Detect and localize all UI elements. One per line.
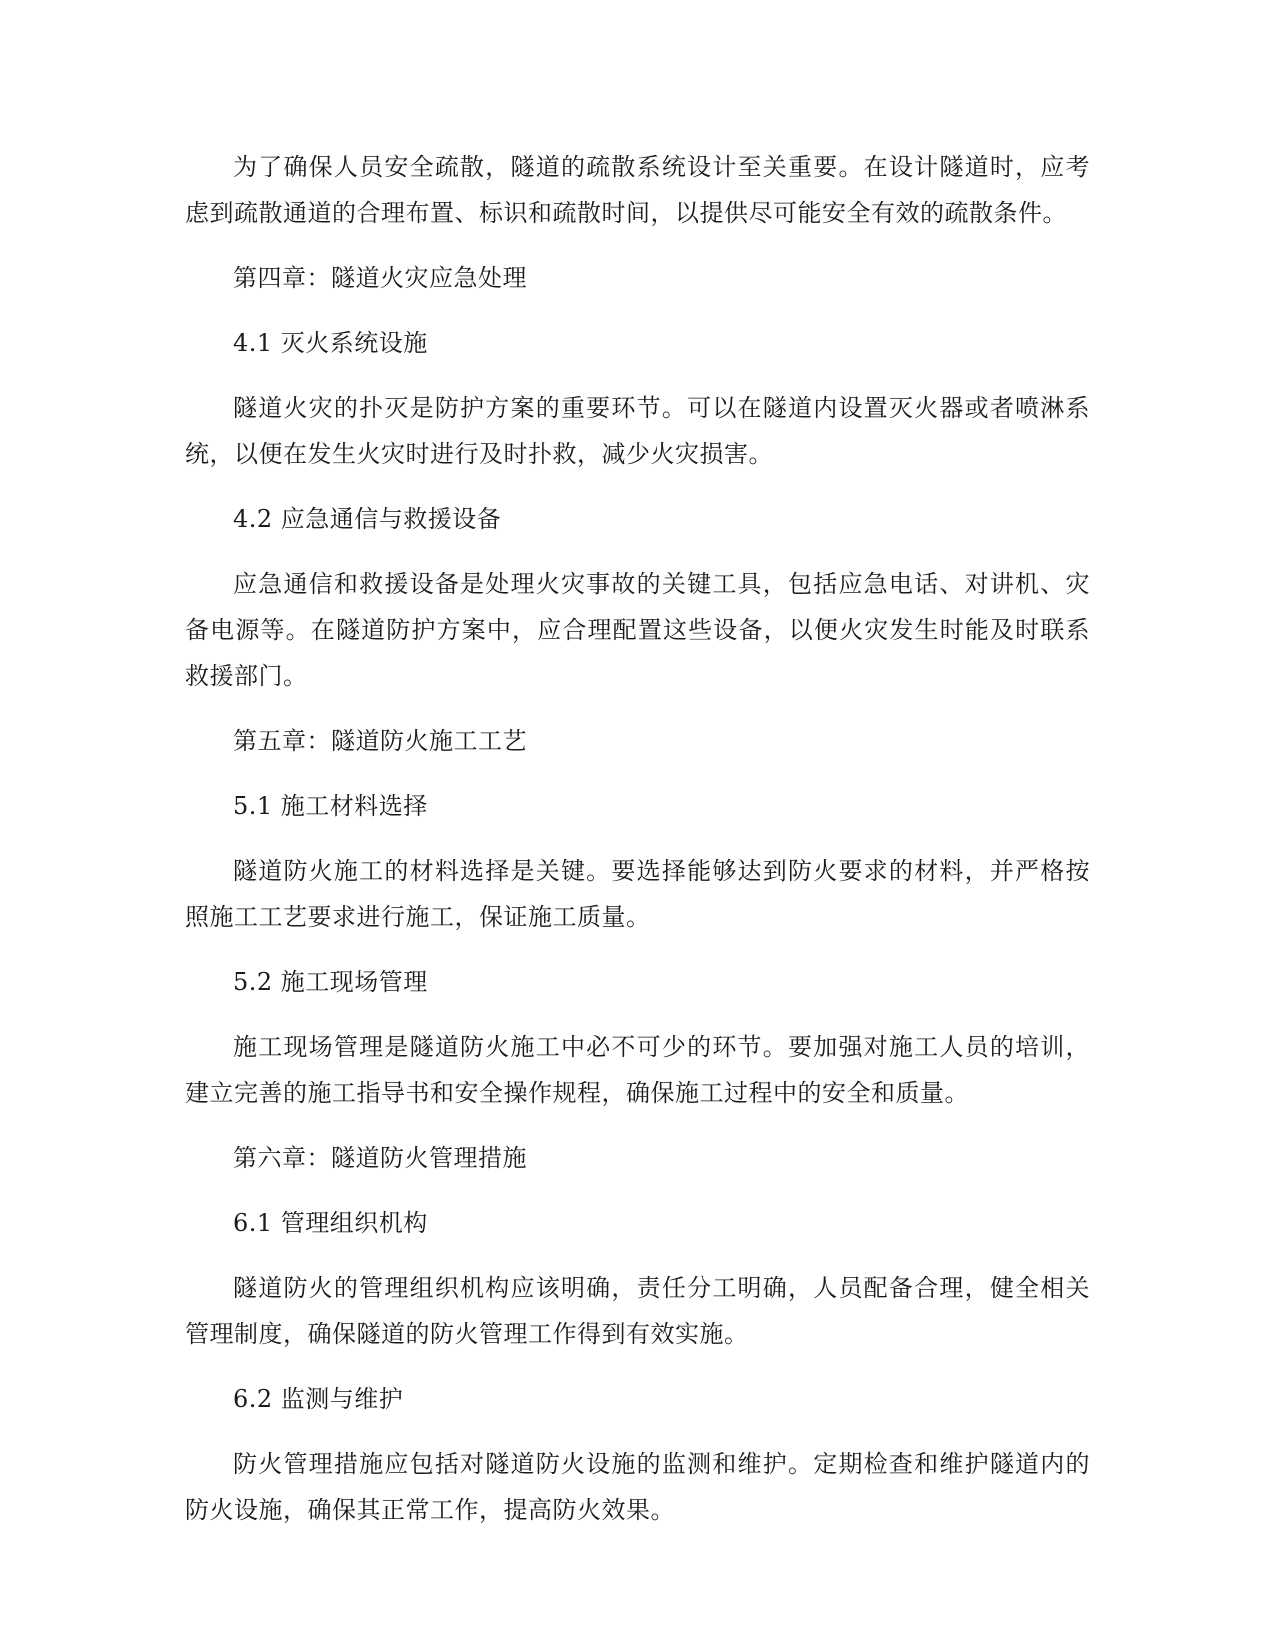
chapter-6-heading: 第六章：隧道防火管理措施 xyxy=(233,1144,527,1172)
section-5-1-heading: 5.1 施工材料选择 xyxy=(233,792,428,820)
paragraph-4-1: 隧道火灾的扑灭是防护方案的重要环节。可以在隧道内设置灭火器或者喷淋系统，以便在发生火灾时进行及时扑救，减少火灾损害。 xyxy=(185,394,1090,468)
section-5-2-heading: 5.2 施工现场管理 xyxy=(233,968,428,996)
paragraph-5-1: 隧道防火施工的材料选择是关键。要选择能够达到防火要求的材料，并严格按照施工工艺要求进行施工，保证施工质量。 xyxy=(185,857,1090,931)
section-6-1-heading: 6.1 管理组织机构 xyxy=(233,1209,428,1237)
paragraph-6-1: 隧道防火的管理组织机构应该明确，责任分工明确，人员配备合理，健全相关管理制度，确保隧道的防火管理工作得到有效实施。 xyxy=(185,1274,1090,1348)
document-body xyxy=(185,144,1090,1552)
paragraph-6-2: 防火管理措施应包括对隧道防火设施的监测和维护。定期检查和维护隧道内的防火设施，确保其正常工作，提高防火效果。 xyxy=(185,1450,1090,1524)
section-4-2-heading: 4.2 应急通信与救援设备 xyxy=(233,505,502,533)
chapter-4-heading: 第四章：隧道火灾应急处理 xyxy=(233,264,527,292)
section-4-1-heading: 4.1 灭火系统设施 xyxy=(233,329,428,357)
section-6-2-heading: 6.2 监测与维护 xyxy=(233,1385,404,1413)
paragraph-5-2: 施工现场管理是隧道防火施工中必不可少的环节。要加强对施工人员的培训，建立完善的施工指导书和安全操作规程，确保施工过程中的安全和质量。 xyxy=(185,1033,1090,1107)
chapter-5-heading: 第五章：隧道防火施工工艺 xyxy=(233,727,527,755)
paragraph-4-2: 应急通信和救援设备是处理火灾事故的关键工具，包括应急电话、对讲机、灾备电源等。在隧道防护方案中，应合理配置这些设备，以便火灾发生时能及时联系救援部门。 xyxy=(185,570,1090,690)
paragraph-evacuation: 为了确保人员安全疏散，隧道的疏散系统设计至关重要。在设计隧道时，应考虑到疏散通道的合理布置、标识和疏散时间，以提供尽可能安全有效的疏散条件。 xyxy=(185,153,1090,227)
